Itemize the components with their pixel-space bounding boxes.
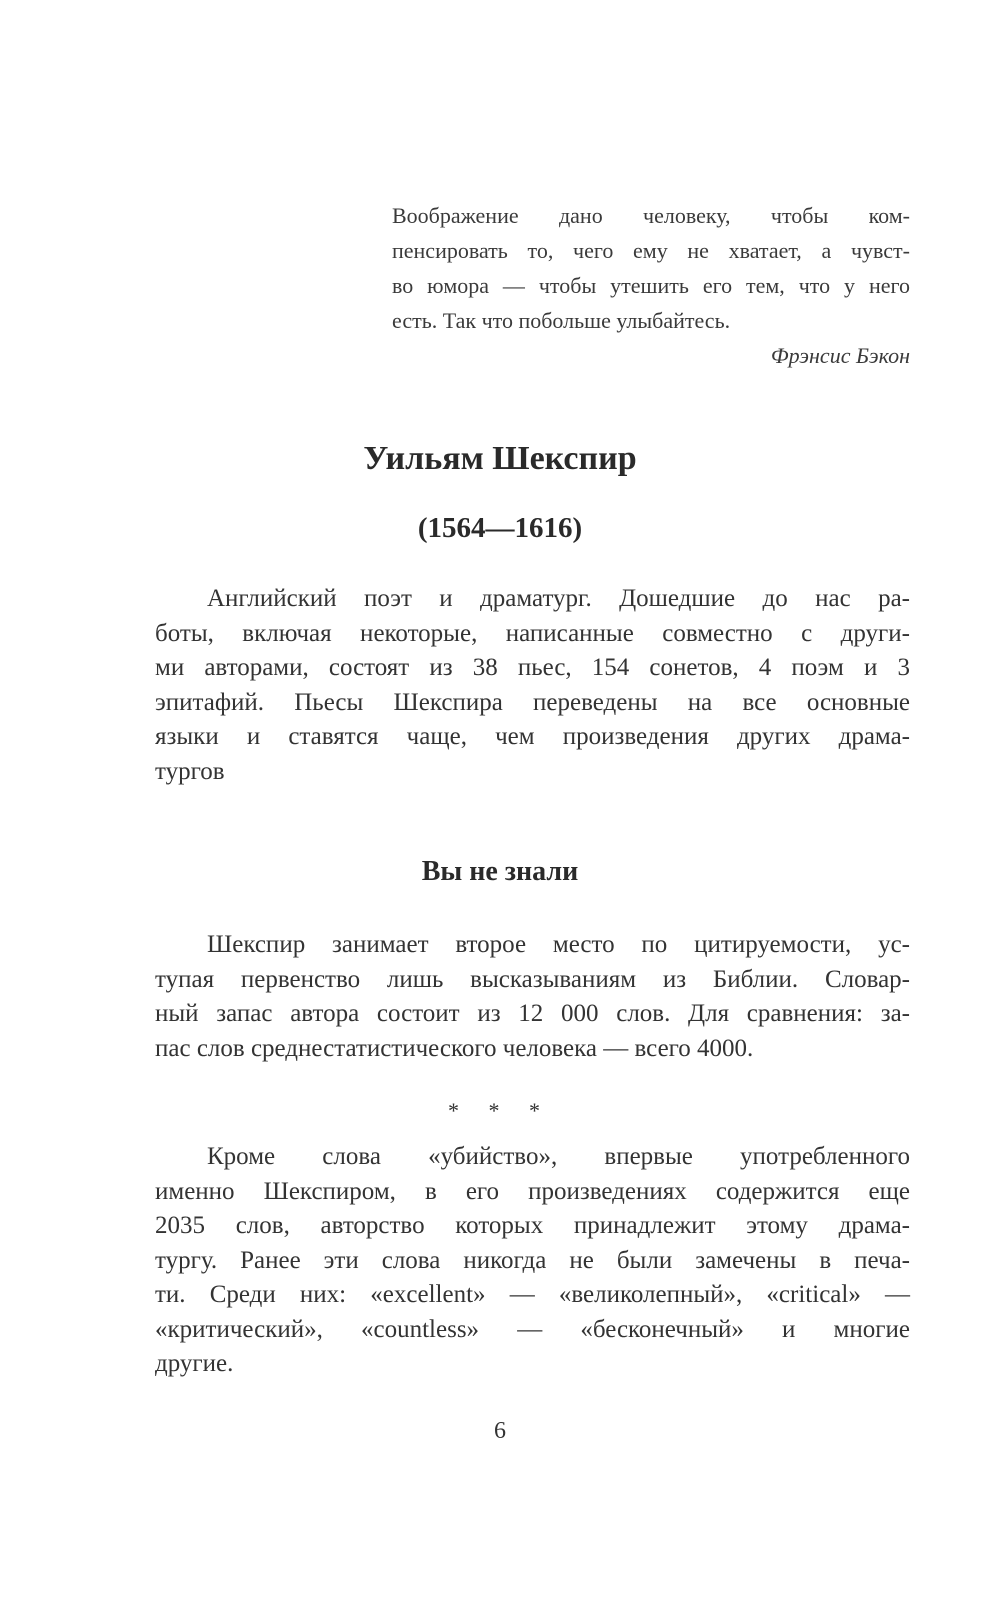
paragraph-line: Кроме слова «убийство», впервые употребленного xyxy=(207,1143,910,1170)
paragraph-line: ти. Среди них: «excellent» — «великолепный», «critical» — xyxy=(155,1281,910,1308)
paragraph-line: именно Шекспиром, в его произведениях содержится еще xyxy=(155,1177,910,1205)
page-number: 6 xyxy=(494,1418,506,1444)
paragraph-line: тургу. Ранее эти слова никогда не были замечены в печа- xyxy=(155,1246,910,1274)
fact-paragraph-1 xyxy=(155,928,910,1066)
biography-paragraph xyxy=(155,582,910,789)
paragraph-line: пас слов среднестатистического человека — всего 4000. xyxy=(155,1034,754,1062)
paragraph-line: тупая первенство лишь высказываниям из Библии. Словар- xyxy=(155,965,910,993)
paragraph-line: Шекспир занимает второе место по цитируемости, ус- xyxy=(207,931,910,958)
paragraph-line: тургов xyxy=(155,757,225,785)
section-title: Уильям Шекспир xyxy=(363,440,637,477)
paragraph-line: другие. xyxy=(155,1350,234,1377)
epigraph-line: есть. Так что побольше улыбайтесь. xyxy=(392,308,731,333)
epigraph-line: Воображение дано человеку, чтобы ком- xyxy=(392,203,910,228)
epigraph-line: во юмора — чтобы утешить его тем, что у него xyxy=(392,273,910,298)
paragraph-line: 2035 слов, авторство которых принадлежит этому драма- xyxy=(155,1212,910,1239)
epigraph-author: Фрэнсис Бэкон xyxy=(770,343,910,368)
epigraph xyxy=(392,198,910,373)
paragraph-line: эпитафий. Пьесы Шекспира переведены на все основные xyxy=(155,688,910,716)
epigraph-line: пенсировать то, чего ему не хватает, а чувст- xyxy=(392,238,910,263)
paragraph-line: ный запас автора состоит из 12 000 слов. Для сравнения: за- xyxy=(155,1000,910,1027)
paragraph-line: Английский поэт и драматург. Дошедшие до нас ра- xyxy=(207,585,910,612)
paragraph-line: языки и ставятся чаще, чем произведения других драма- xyxy=(155,723,910,750)
paragraph-line: ми авторами, состоят из 38 пьес, 154 сонетов, 4 поэм и 3 xyxy=(155,654,910,681)
section-years: (1564—1616) xyxy=(417,512,583,544)
paragraph-line: «критический», «countless» — «бесконечный» и многие xyxy=(155,1315,910,1343)
fact-paragraph-2 xyxy=(155,1140,910,1382)
section-separator: * * * xyxy=(448,1098,552,1123)
did-you-know-heading: Вы не знали xyxy=(421,856,579,887)
paragraph-line: боты, включая некоторые, написанные совместно с други- xyxy=(155,619,910,647)
